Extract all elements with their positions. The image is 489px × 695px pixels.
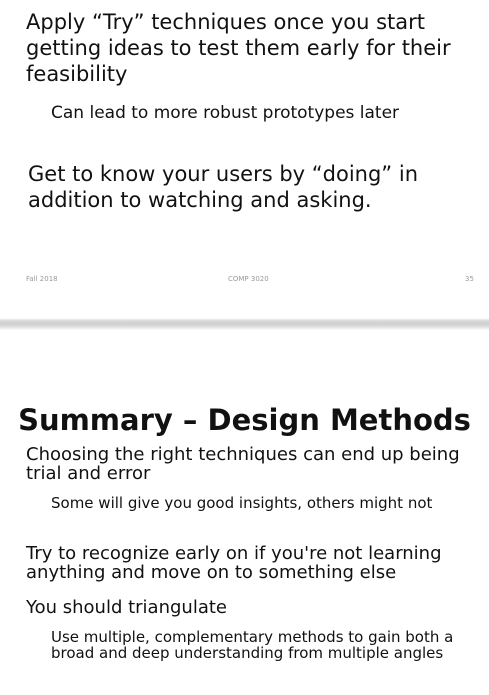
sub-bullet-robust-prototypes: Can lead to more robust prototypes later [51, 103, 400, 123]
slide-35 [0, 0, 489, 318]
footer-course: COMP 3020 [228, 275, 269, 283]
slide-title: Summary – Design Methods [18, 403, 471, 438]
bullet-recognize-early: Try to recognize early on if you're not learning anything and move on to something else [26, 543, 442, 583]
bullet-try-techniques: Apply “Try” techniques once you start getting ideas to test them early for their feasibility [26, 10, 451, 86]
sub-bullet-insights: Some will give you good insights, others might not [51, 494, 433, 512]
sub-bullet-multiple-methods: Use multiple, complementary methods to gain both a broad and deep understanding from multiple angles [51, 628, 454, 662]
bullet-know-your-users: Get to know your users by “doing” in addition to watching and asking. [28, 162, 419, 212]
footer-term: Fall 2018 [26, 275, 58, 283]
slide-divider [0, 318, 489, 330]
bullet-triangulate: You should triangulate [26, 597, 227, 618]
bullet-choosing-techniques: Choosing the right techniques can end up being trial and error [26, 444, 460, 484]
footer-page-number: 35 [465, 275, 474, 283]
